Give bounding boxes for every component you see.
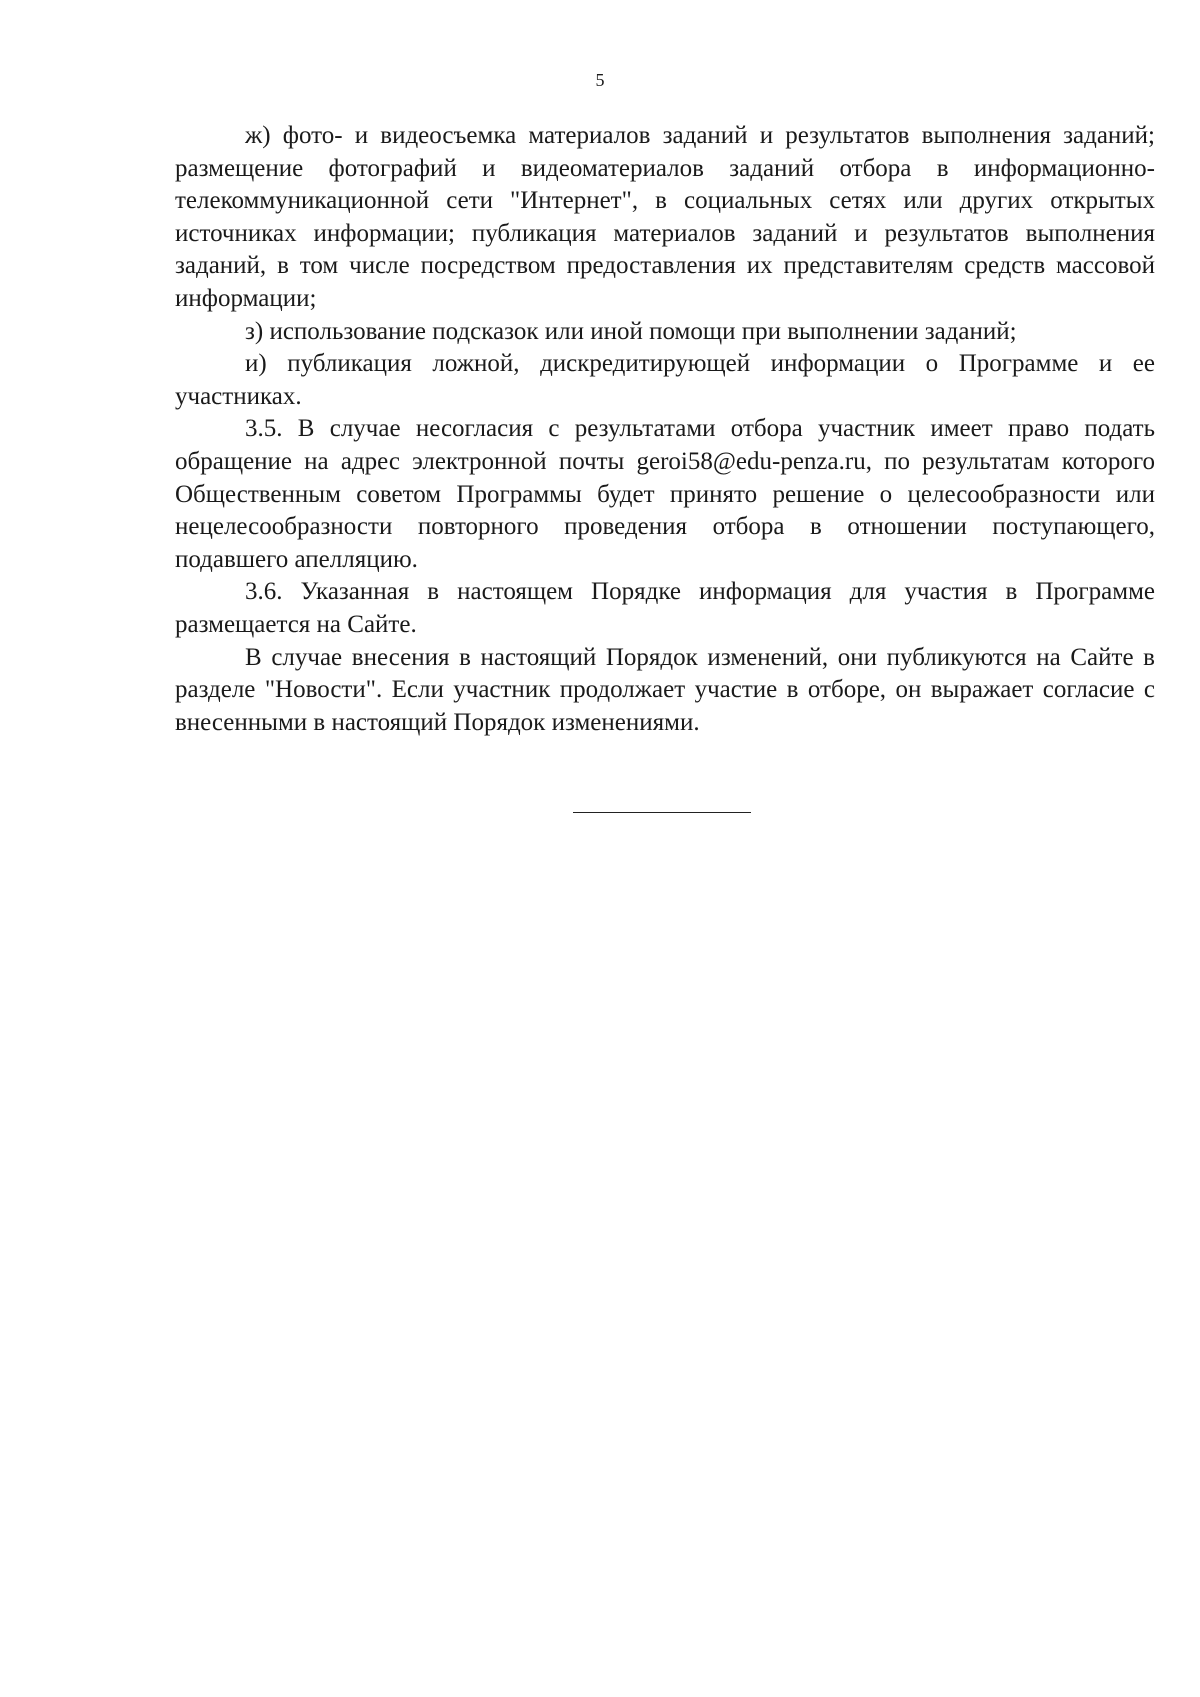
paragraph-3-5-appeal: 3.5. В случае несогласия с результатами отбора участник имеет право подать обращение на адрес электронной почты geroi58@edu-penza.ru, по результатам которого Общественным советом Программы будет принято решение о целесообразности или нецелесообразности повторного проведения отбора в отношении поступающего, подавшего апелляцию. (175, 415, 1155, 573)
document-body (175, 120, 1155, 739)
page-number: 5 (595, 70, 605, 90)
paragraph-3-6-info: 3.6. Указанная в настоящем Порядке информация для участия в Программе размещается на Сайте. (175, 578, 1155, 638)
paragraph-z-hints: з) использование подсказок или иной помощи при выполнении заданий; (245, 317, 1017, 345)
end-of-document-divider (573, 812, 751, 813)
paragraph-i-false-info: и) публикация ложной, дискредитирующей информации о Программе и ее участниках. (175, 350, 1155, 410)
paragraph-zh-photo-video: ж) фото- и видеосъемка материалов заданий и результатов выполнения заданий; размещение фотографий и видеоматериалов заданий отбора в информационно-телекоммуникационной сети "Интернет", в социальных сетях или других открытых источниках информации; публикация материалов заданий и результатов выполнения заданий, в том числе посредством предоставления их представителям средств массовой информации; (175, 122, 1155, 312)
paragraph-changes: В случае внесения в настоящий Порядок изменений, они публикуются на Сайте в разделе "Новости". Если участник продолжает участие в отборе, он выражает согласие с внесенными в настоящий Порядок изменениями. (175, 643, 1155, 736)
